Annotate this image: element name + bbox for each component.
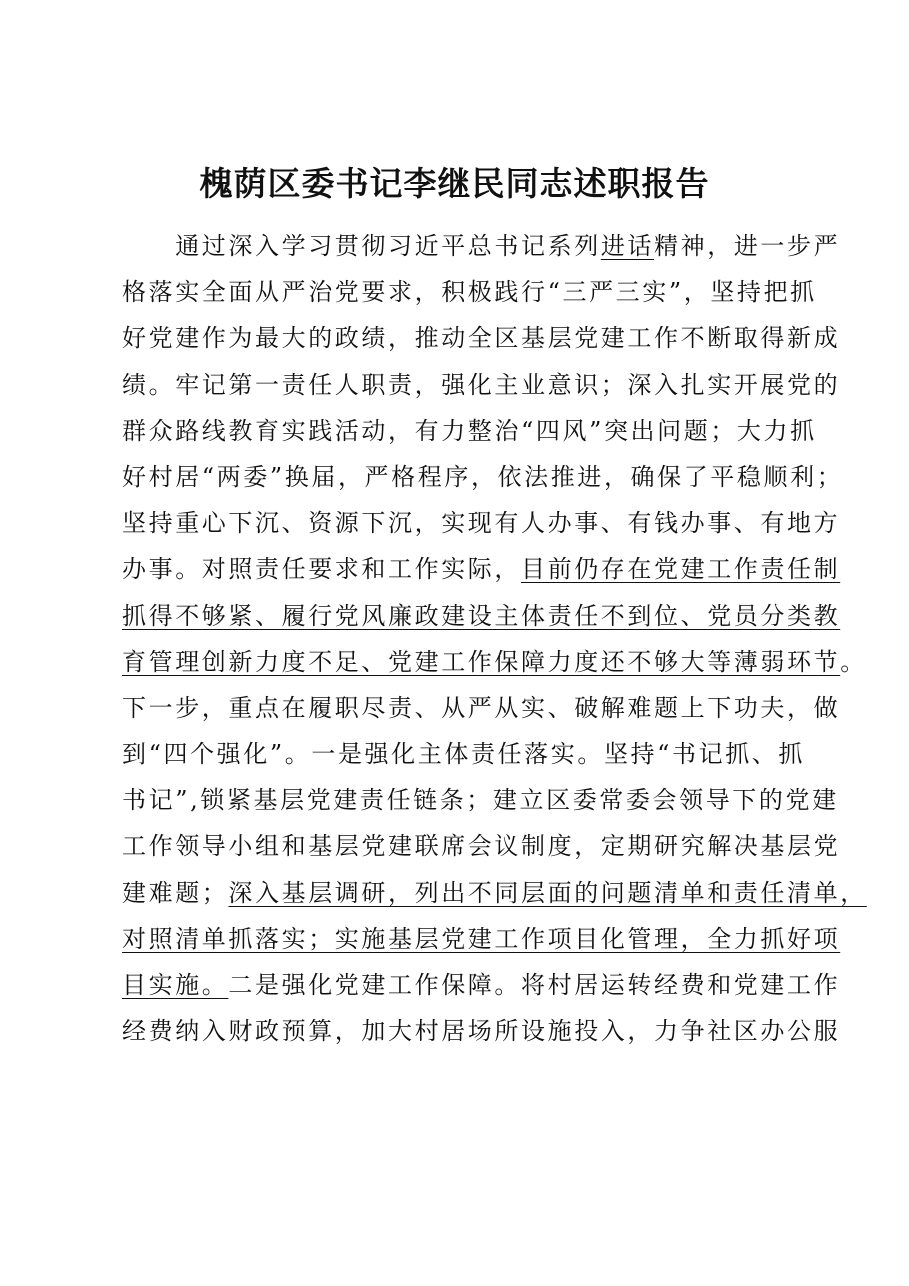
underlined-text: 对照清单抓落实；实施基层党建工作项目化管理，全力抓好项 (122, 924, 841, 953)
underlined-text: 育管理创新力度不足、党建工作保障力度还不够大等薄弱环节 (122, 647, 841, 676)
text-segment: 好村居“两委”换届，严格程序，依法推进，确保了平稳顺利； (122, 462, 844, 491)
text-segment: 格落实全面从严治党要求，积极践行“三严三实”，坚持把抓 (122, 278, 817, 307)
text-line (122, 688, 841, 734)
text-segment: 绩。牢记第一责任人职责，强化主业意识；深入扎实开展党的 (122, 370, 841, 399)
text-line (122, 365, 841, 411)
text-line (122, 272, 817, 318)
text-line (122, 826, 841, 872)
text-line (122, 780, 839, 826)
text-segment: 坚持重心下沉、资源下沉，实现有人办事、有钱办事、有地方 (122, 509, 841, 538)
underlined-text: 进话 (600, 232, 655, 260)
text-line (122, 457, 844, 503)
report-body (122, 226, 867, 1057)
text-segment: 下一步，重点在履职尽责、从严从实、破解难题上下功夫，做 (122, 693, 841, 722)
text-line (122, 318, 841, 364)
text-segment: 。 (840, 647, 867, 676)
text-line (122, 642, 867, 688)
text-segment: 办事。对照责任要求和工作实际， (122, 555, 521, 584)
text-segment: 二是强化党建工作保障。将村居运转经费和党建工作 (228, 971, 841, 999)
underlined-text: 目前仍存在党建工作责任制 (521, 555, 841, 584)
document-title: 槐荫区委书记李继民同志述职报告 (199, 164, 710, 203)
text-line (122, 226, 841, 272)
text-line (122, 503, 841, 549)
underlined-text: 抓得不够紧、履行党风廉政建设主体责任不到位、党员分类教 (122, 601, 841, 630)
text-line (122, 965, 841, 1011)
text-line (122, 411, 817, 457)
text-line (122, 873, 867, 919)
text-segment: 书记”,锁紧基层党建责任链条；建立区委常委会领导下的党建 (122, 786, 839, 815)
text-segment: 建难题； (122, 878, 229, 907)
text-segment: 到“四个强化”。一是强化主体责任落实。坚持“书记抓、抓 (122, 740, 806, 769)
text-line (122, 919, 841, 965)
text-segment: 好党建作为最大的政绩，推动全区基层党建工作不断取得新成 (122, 324, 841, 353)
text-segment: 群众路线教育实践活动，有力整治“四风”突出问题；大力抓 (122, 416, 817, 445)
text-segment: 通过深入学习贯彻习近平总书记系列 (122, 232, 601, 260)
text-segment: 经费纳入财政预算，加大村居场所设施投入，力争社区办公服 (122, 1017, 841, 1046)
text-line (122, 549, 841, 595)
underlined-text: 目实施。 (122, 971, 229, 999)
text-segment: 工作领导小组和基层党建联席会议制度，定期研究解决基层党 (122, 832, 841, 861)
text-line (122, 596, 841, 642)
text-segment: 精神，进一步严 (654, 232, 841, 260)
text-line (122, 1011, 841, 1057)
text-line (122, 734, 812, 780)
underlined-text: 深入基层调研，列出不同层面的问题清单和责任清单， (228, 878, 867, 907)
